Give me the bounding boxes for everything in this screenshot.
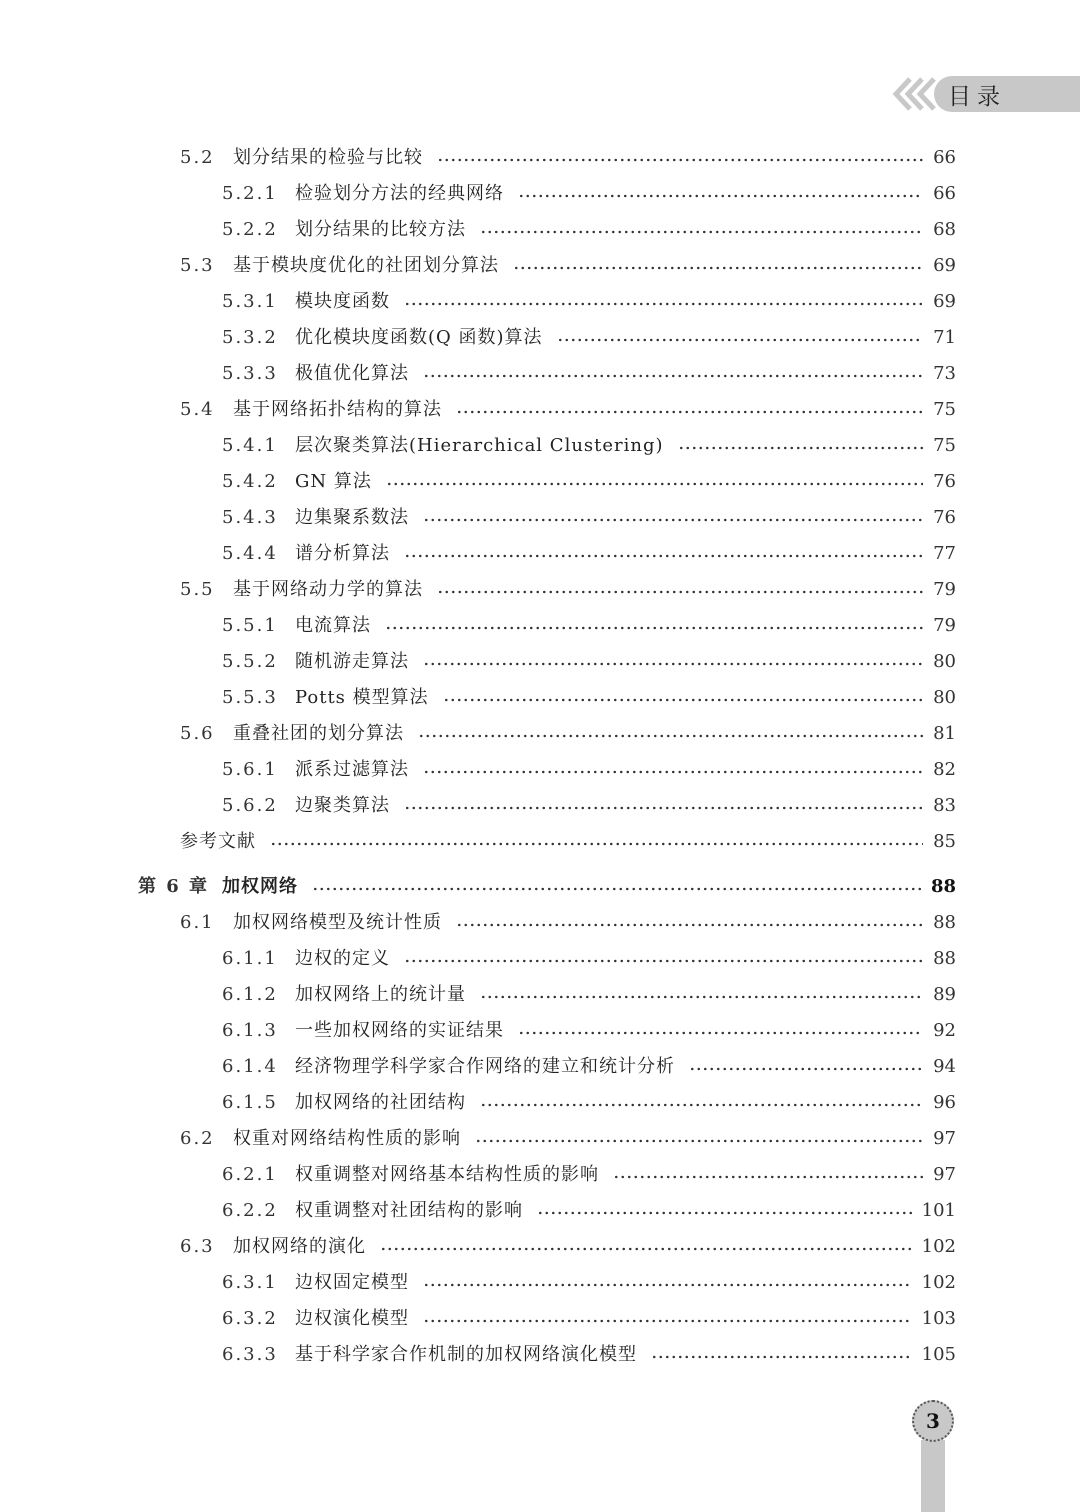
toc-entry-page: 96 [933, 1092, 956, 1113]
toc-entry-label: 权重调整对网络基本结构性质的影响 [295, 1164, 599, 1185]
toc-entry-label: 加权网络的演化 [233, 1236, 366, 1257]
toc-entry-row [0, 1160, 1080, 1190]
toc-entry-row [0, 1088, 1080, 1118]
toc-leader-dots [678, 431, 924, 461]
toc-entry-label: 随机游走算法 [295, 651, 409, 672]
toc-leader-dots [423, 755, 923, 785]
toc-entry-label: 加权网络上的统计量 [295, 984, 466, 1005]
toc-entry-page: 80 [933, 687, 956, 708]
toc-entry-label: 边权演化模型 [295, 1308, 409, 1329]
toc-entry-label: 谱分析算法 [295, 543, 390, 564]
toc-entry-row [0, 143, 1080, 173]
page-number-strip [921, 1440, 945, 1512]
toc-entry-label: 边聚类算法 [295, 795, 390, 816]
toc-entry-number: 5.4.1 [222, 435, 278, 456]
toc-entry-page: 83 [933, 795, 956, 816]
toc-entry-row [0, 251, 1080, 281]
toc-entry-row [0, 1232, 1080, 1262]
toc-entry-row [0, 611, 1080, 641]
toc-entry-label: 参考文献 [180, 831, 256, 852]
toc-entry-number: 6.1 [180, 912, 215, 933]
toc-entry-row [0, 323, 1080, 353]
toc-entry-number: 6.1.3 [222, 1020, 278, 1041]
toc-entry-number: 5.4.2 [222, 471, 278, 492]
toc-entry-label: 基于科学家合作机制的加权网络演化模型 [295, 1344, 637, 1365]
toc-entry-row [0, 683, 1080, 713]
toc-entry-label: 加权网络模型及统计性质 [233, 912, 442, 933]
toc-entry-number: 5.3 [180, 255, 215, 276]
toc-entry-page: 89 [933, 984, 956, 1005]
toc-entry-row [0, 431, 1080, 461]
toc-entry-page: 102 [921, 1272, 956, 1293]
toc-entry-label: 派系过滤算法 [295, 759, 409, 780]
toc-entry-number: 6.1.4 [222, 1056, 278, 1077]
toc-entry-page: 92 [933, 1020, 956, 1041]
toc-entry-row [0, 287, 1080, 317]
toc-entry-row [0, 539, 1080, 569]
toc-entry-row [0, 719, 1080, 749]
toc-leader-dots [651, 1340, 912, 1370]
toc-entry-row [0, 179, 1080, 209]
toc-leader-dots [380, 1232, 912, 1262]
toc-entry-page: 75 [933, 435, 956, 456]
toc-leader-dots [480, 1088, 923, 1118]
toc-leader-dots [423, 647, 923, 677]
section-header-tab [888, 76, 1080, 112]
toc-entry-row [0, 791, 1080, 821]
toc-entry-label: 基于网络动力学的算法 [233, 579, 423, 600]
toc-entry-number: 6.1.2 [222, 984, 278, 1005]
toc-leader-dots [385, 611, 923, 641]
toc-entry-number: 5.6.2 [222, 795, 278, 816]
toc-leader-dots [475, 1124, 923, 1154]
toc-entry-number: 第 6 章 [138, 876, 210, 897]
toc-entry-number: 5.2.2 [222, 219, 278, 240]
toc-entry-page: 105 [921, 1344, 956, 1365]
toc-entry-page: 97 [933, 1128, 956, 1149]
toc-leader-dots [443, 683, 923, 713]
toc-entry-page: 73 [933, 363, 956, 384]
toc-leader-dots [423, 1304, 912, 1334]
toc-entry-label: 边权的定义 [295, 948, 390, 969]
toc-entry-page: 82 [933, 759, 956, 780]
chevron-left-icon [912, 76, 948, 112]
toc-entry-row [0, 980, 1080, 1010]
toc-entry-page: 81 [933, 723, 956, 744]
toc-entry-page: 85 [933, 831, 956, 852]
toc-entry-page: 97 [933, 1164, 956, 1185]
toc-entry-page: 69 [933, 255, 956, 276]
toc-leader-dots [423, 503, 923, 533]
toc-entry-row [0, 1196, 1080, 1226]
toc-entry-number: 5.5 [180, 579, 215, 600]
toc-entry-number: 5.3.3 [222, 363, 278, 384]
toc-entry-number: 6.2.2 [222, 1200, 278, 1221]
toc-entry-label: 检验划分方法的经典网络 [295, 183, 504, 204]
toc-entry-number: 5.5.1 [222, 615, 278, 636]
toc-entry-page: 101 [921, 1200, 956, 1221]
toc-entry-label: 重叠社团的划分算法 [233, 723, 404, 744]
toc-entry-number: 6.3 [180, 1236, 215, 1257]
toc-entry-page: 75 [933, 399, 956, 420]
toc-entry-page: 71 [933, 327, 956, 348]
toc-entry-number: 6.1.5 [222, 1092, 278, 1113]
toc-entry-row [0, 395, 1080, 425]
toc-entry-row [0, 827, 1080, 857]
toc-leader-dots [513, 251, 923, 281]
toc-entry-row [0, 215, 1080, 245]
toc-entry-label: GN 算法 [295, 471, 372, 492]
toc-leader-dots [404, 944, 923, 974]
toc-entry-row [0, 647, 1080, 677]
page-number-badge: 3 [912, 1400, 954, 1442]
toc-leader-dots [404, 791, 923, 821]
toc-entry-row [0, 359, 1080, 389]
toc-entry-page: 80 [933, 651, 956, 672]
toc-leader-dots [418, 719, 923, 749]
toc-entry-number: 6.3.2 [222, 1308, 278, 1329]
toc-entry-page: 66 [933, 183, 956, 204]
toc-entry-page: 76 [933, 507, 956, 528]
toc-entry-number: 6.3.1 [222, 1272, 278, 1293]
toc-entry-row [0, 1268, 1080, 1298]
toc-entry-number: 5.3.2 [222, 327, 278, 348]
toc-entry-number: 5.5.3 [222, 687, 278, 708]
toc-entry-number: 6.2.1 [222, 1164, 278, 1185]
toc-leader-dots [423, 359, 923, 389]
toc-entry-number: 5.5.2 [222, 651, 278, 672]
toc-entry-page: 88 [933, 948, 956, 969]
toc-entry-number: 5.4.3 [222, 507, 278, 528]
toc-leader-dots [404, 287, 923, 317]
toc-leader-dots [456, 395, 923, 425]
toc-entry-label: 层次聚类算法(Hierarchical Clustering) [295, 435, 664, 456]
toc-entry-row [0, 575, 1080, 605]
toc-leader-dots [689, 1052, 923, 1082]
toc-leader-dots [437, 143, 923, 173]
toc-leader-dots [480, 980, 923, 1010]
toc-leader-dots [480, 215, 923, 245]
toc-entry-number: 5.6 [180, 723, 215, 744]
toc-entry-page: 77 [933, 543, 956, 564]
toc-leader-dots [404, 539, 923, 569]
toc-leader-dots [557, 323, 924, 353]
toc-entry-label: 基于网络拓扑结构的算法 [233, 399, 442, 420]
toc-entry-number: 5.4 [180, 399, 215, 420]
toc-entry-label: 经济物理学科学家合作网络的建立和统计分析 [295, 1056, 675, 1077]
toc-entry-page: 103 [921, 1308, 956, 1329]
toc-entry-row [0, 467, 1080, 497]
toc-leader-dots [456, 908, 923, 938]
toc-entry-label: 极值优化算法 [295, 363, 409, 384]
toc-entry-page: 88 [930, 876, 956, 897]
toc-entry-page: 76 [933, 471, 956, 492]
toc-entry-row [0, 1124, 1080, 1154]
toc-entry-label: 边集聚系数法 [295, 507, 409, 528]
toc-entry-page: 88 [933, 912, 956, 933]
toc-entry-number: 5.6.1 [222, 759, 278, 780]
toc-entry-number: 6.1.1 [222, 948, 278, 969]
toc-entry-label: 边权固定模型 [295, 1272, 409, 1293]
toc-entry-row [0, 1052, 1080, 1082]
toc-leader-dots [613, 1160, 923, 1190]
toc-entry-page: 102 [921, 1236, 956, 1257]
toc-entry-label: 电流算法 [295, 615, 371, 636]
toc-entry-page: 94 [933, 1056, 956, 1077]
toc-entry-label: 划分结果的检验与比较 [233, 147, 423, 168]
toc-entry-number: 5.4.4 [222, 543, 278, 564]
toc-entry-row [0, 944, 1080, 974]
toc-entry-row [0, 908, 1080, 938]
toc-entry-page: 68 [933, 219, 956, 240]
toc-entry-label: 权重调整对社团结构的影响 [295, 1200, 523, 1221]
toc-entry-number: 6.2 [180, 1128, 215, 1149]
toc-leader-dots [386, 467, 923, 497]
toc-entry-page: 79 [933, 615, 956, 636]
toc-leader-dots [423, 1268, 912, 1298]
toc-entry-page: 66 [933, 147, 956, 168]
toc-leader-dots [518, 179, 923, 209]
toc-leader-dots [537, 1196, 912, 1226]
toc-entry-row [0, 755, 1080, 785]
toc-leader-dots [437, 575, 923, 605]
toc-entry-number: 5.3.1 [222, 291, 278, 312]
toc-entry-row [0, 503, 1080, 533]
toc-entry-label: 一些加权网络的实证结果 [295, 1020, 504, 1041]
toc-entry-number: 6.3.3 [222, 1344, 278, 1365]
toc-chapter-row [0, 872, 1080, 902]
toc-entry-page: 69 [933, 291, 956, 312]
toc-entry-row [0, 1016, 1080, 1046]
toc-entry-label: Potts 模型算法 [295, 687, 429, 708]
toc-entry-label: 基于模块度优化的社团划分算法 [233, 255, 499, 276]
toc-entry-label: 优化模块度函数(Q 函数)算法 [295, 327, 543, 348]
toc-entry-number: 5.2.1 [222, 183, 278, 204]
toc-entry-row [0, 1340, 1080, 1370]
toc-entry-label: 权重对网络结构性质的影响 [233, 1128, 461, 1149]
toc-entry-number: 5.2 [180, 147, 215, 168]
toc-entry-label: 划分结果的比较方法 [295, 219, 466, 240]
toc-entry-label: 加权网络 [222, 876, 298, 897]
toc-entry-page: 79 [933, 579, 956, 600]
header-title: 目录 [948, 84, 1006, 110]
toc-entry-row [0, 1304, 1080, 1334]
toc-leader-dots [312, 872, 921, 902]
toc-leader-dots [518, 1016, 923, 1046]
toc-entry-label: 模块度函数 [295, 291, 390, 312]
toc-entry-label: 加权网络的社团结构 [295, 1092, 466, 1113]
toc-leader-dots [270, 827, 923, 857]
